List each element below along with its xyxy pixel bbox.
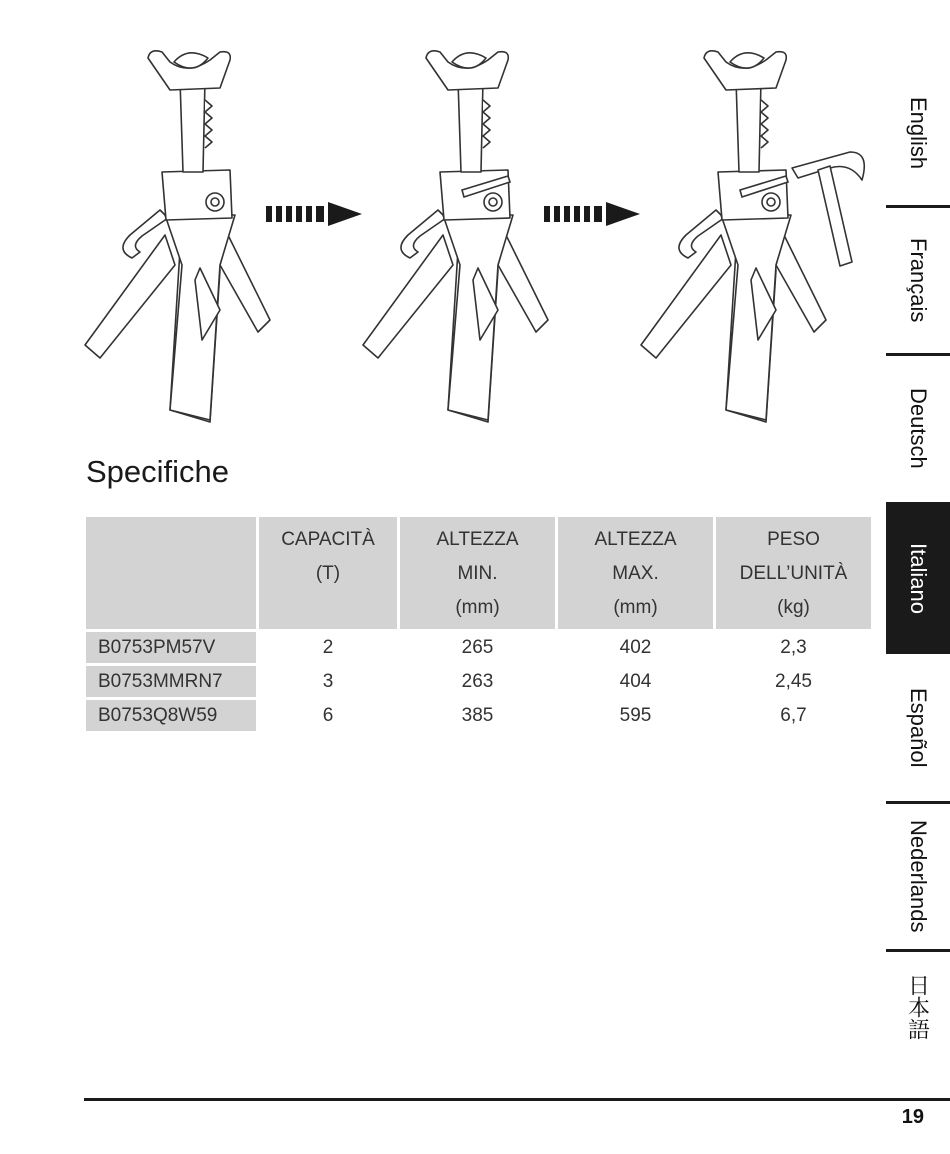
tab-label: Deutsch (906, 387, 931, 469)
max-height-cell: 404 (619, 670, 652, 692)
tab-label: 日本語 (905, 974, 931, 1040)
spec-table (83, 514, 874, 734)
tab-espanol[interactable] (886, 656, 950, 800)
arrow-icon (266, 202, 362, 226)
page-number: 19 (901, 1106, 924, 1128)
jack-stand-pin-icon (363, 51, 548, 422)
model-cell: B0753MMRN7 (86, 666, 256, 697)
tab-italiano[interactable] (886, 502, 950, 654)
header-min-height: ALTEZZA MIN. (mm) (400, 517, 555, 629)
header-corner (86, 517, 256, 629)
table-header-row (86, 517, 871, 629)
min-height-cell: 385 (461, 704, 494, 726)
table-row (86, 666, 871, 697)
capacity-cell: 2 (322, 636, 334, 658)
model-cell: B0753PM57V (86, 632, 256, 663)
tab-deutsch[interactable] (886, 356, 950, 500)
tab-label: Nederlands (906, 819, 931, 933)
section-title: Specifiche (86, 454, 230, 489)
weight-cell: 2,3 (780, 636, 807, 658)
language-sidebar (886, 62, 950, 1062)
header-capacity: CAPACITÀ (T) (259, 517, 397, 629)
tab-label: English (906, 96, 931, 170)
tab-japanese[interactable] (886, 952, 950, 1062)
jack-stand-illustration (70, 40, 870, 440)
weight-cell: 6,7 (780, 704, 807, 726)
tab-francais[interactable] (886, 208, 950, 352)
tab-english[interactable] (886, 62, 950, 204)
min-height-cell: 265 (461, 636, 494, 658)
max-height-cell: 402 (619, 636, 652, 658)
model-cell: B0753Q8W59 (86, 700, 256, 731)
table-row (86, 700, 871, 731)
min-height-cell: 263 (461, 670, 494, 692)
tab-label: Français (906, 237, 931, 323)
jack-stand-hammer-icon (641, 51, 826, 422)
footer-rule (84, 1098, 950, 1101)
tab-label: Italiano (906, 542, 931, 614)
tab-nederlands[interactable] (886, 804, 950, 948)
max-height-cell: 595 (619, 704, 652, 726)
jack-stand-icon (85, 51, 270, 422)
weight-cell: 2,45 (775, 670, 812, 692)
header-weight: PESO DELL’UNITÀ (kg) (716, 517, 871, 629)
table-row (86, 632, 871, 663)
hammer-icon (792, 152, 864, 266)
capacity-cell: 6 (322, 704, 334, 726)
tab-label: Español (906, 688, 931, 768)
capacity-cell: 3 (322, 670, 334, 692)
arrow-icon (544, 202, 640, 226)
header-max-height: ALTEZZA MAX. (mm) (558, 517, 713, 629)
